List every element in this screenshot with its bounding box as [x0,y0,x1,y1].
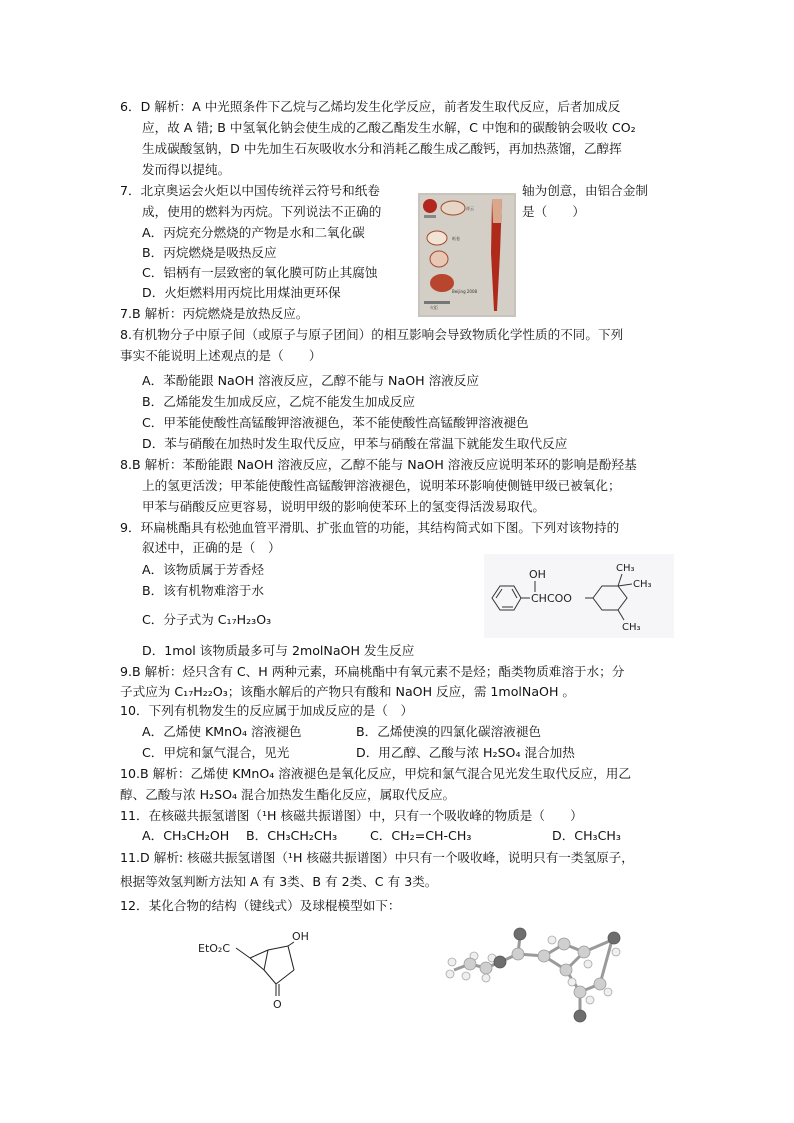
ball-and-stick-model [440,918,640,1028]
q9-option-a: A．该物质属于芳香烃 [142,562,264,577]
structure-ester-label: CHCOO [531,592,572,605]
q12-stem: 12．某化合物的结构（键线式）及球棍模型如下： [120,898,401,913]
q8-option-c: C．甲苯能使酸性高锰酸钾溶液褪色，苯不能使酸性高锰酸钾溶液褪色 [142,415,529,430]
q6-line4: 发而得以提纯。 [142,162,231,177]
structure-oh-label: OH [529,568,546,581]
q9-stem-line2: 叙述中，正确的是（ ） [142,540,281,555]
q6-line3: 生成碳酸氢钠，D 中先加生石灰吸收水分和消耗乙酸生成乙酸钙，再加热蒸馏，乙醇挥 [142,141,622,156]
structure-methyl-1: CH₃ [616,563,635,574]
q10-option-d: D．用乙醇、乙酸与浓 H₂SO₄ 混合加热 [356,745,575,760]
torch-label-0: Beijing 2008 [452,289,478,294]
q11-stem: 11．在核磁共振氢谱图（¹H 核磁共振谱图）中，只有一个吸收峰的物质是（ ） [120,808,583,823]
q9-option-c: C．分子式为 C₁₇H₂₃O₃ [142,612,272,627]
q10-stem: 10．下列有机物发生的反应属于加成反应的是（ ） [120,703,414,718]
q9-option-b: B．该有机物难溶于水 [142,583,264,598]
ketone-o-label: O [273,998,282,1011]
q10-option-c: C．甲烷和氯气混合，见光 [142,745,290,760]
torch-image [418,193,516,317]
bond-line-structure [196,926,326,1016]
torch-label-2: 纸卷 [452,236,460,241]
olympic-emblem-icon [423,199,437,213]
q6-line1: 6．D 解析：A 中光照条件下乙烷与乙烯均发生化学反应，前者发生取代反应，后者加成反 [120,99,621,114]
q7-option-b: B．丙烷燃烧是吸热反应 [142,245,277,260]
q7-answer: 7.B 解析：丙烷燃烧是放热反应。 [120,306,309,321]
q6-line2: 应，故 A 错; B 中氢氧化钠会使生成的乙酸乙酯发生水解，C 中饱和的碳酸钠会吸收 CO₂ [142,120,636,135]
q10-option-b: B．乙烯使溴的四氯化碳溶液褪色 [356,724,541,739]
q10-answer-line2: 醇、乙酸与浓 H₂SO₄ 混合加热发生酯化反应，属取代反应。 [120,787,456,802]
q8-option-b: B．乙烯能发生加成反应，乙烷不能发生加成反应 [142,394,416,409]
q9-answer-line2: 子式应为 C₁₇H₂₂O₃；该酯水解后的产物只有酸和 NaOH 反应，需 1molNaOH 。 [120,684,576,699]
q11-option-a: A．CH₃CH₂OH [142,828,230,843]
q11-answer-line2: 根据等效氢判断方法知 A 有 3类、B 有 2类、C 有 3类。 [120,874,438,889]
ester-group-label: EtO₂C [198,942,231,955]
q7-stem-line2b: 是（ ） [522,204,585,219]
hydroxyl-label: OH [292,930,309,943]
q11-answer-line1: 11.D 解析: 核磁共振氢谱图（¹H 核磁共振谱图）中只有一个吸收峰，说明只有一类氢原子， [120,850,634,865]
q11-option-c: C．CH₂=CH-CH₃ [370,828,472,843]
torch-label-1: 祥云 [466,206,474,211]
q9-option-d: D．1mol 该物质最多可与 2molNaOH 发生反应 [142,643,415,658]
q8-stem-line2: 事实不能说明上述观点的是（ ） [120,348,322,363]
q11-option-b: B．CH₃CH₂CH₃ [246,828,338,843]
q11-option-d: D．CH₃CH₃ [552,828,621,843]
q7-option-a: A．丙烷充分燃烧的产物是水和二氧化碳 [142,225,365,240]
q8-stem-line1: 8.有机物分子中原子间（或原子与原子团间）的相互影响会导致物质化学性质的不同。下列 [120,327,624,342]
q8-option-a: A．苯酚能跟 NaOH 溶液反应，乙醇不能与 NaOH 溶液反应 [142,373,479,388]
q7-stem-line1b: 轴为创意，由铝合金制 [522,183,648,198]
q7-option-c: C．铝柄有一层致密的氧化膜可防止其腐蚀 [142,265,378,280]
q9-stem-line1: 9．环扁桃酯具有松弛血管平滑肌、扩张血管的功能，其结构简式如下图。下列对该物持的 [120,520,620,535]
q8-answer-line1: 8.B 解析：苯酚能跟 NaOH 溶液反应，乙醇不能与 NaOH 溶液反应说明苯环的影响是酚羟基 [120,457,637,472]
q8-answer-line2: 上的氢更活泼；甲苯能使酸性高锰酸钾溶液褪色，说明苯环影响使侧链甲级已被氧化； [142,478,621,493]
q8-answer-line3: 甲苯与硝酸反应更容易，说明甲级的影响使苯环上的氢变得活泼易取代。 [142,499,545,514]
structure-methyl-2: CH₃ [633,579,652,590]
q7-stem-line1a: 7．北京奥运会火炬以中国传统祥云符号和纸卷 [120,183,380,198]
structure-methyl-3: CH₃ [622,622,641,633]
q8-option-d: D．苯与硝酸在加热时发生取代反应，甲苯与硝酸在常温下就能发生取代反应 [142,436,568,451]
q9-answer-line1: 9.B 解析：烃只含有 C、H 两种元素，环扁桃酯中有氧元素不是烃；酯类物质难溶于水；分 [120,664,625,679]
cyclandelate-structure [484,554,674,638]
q7-stem-line2a: 成，使用的燃料为丙烷。下列说法不正确的 [142,204,382,219]
q10-answer-line1: 10.B 解析：乙烯使 KMnO₄ 溶液褪色是氧化反应，甲烷和氯气混合见光发生取代反应，用乙 [120,766,631,781]
torch-label-3: 火炬 [430,305,438,310]
q7-option-d: D．火炬燃料用丙烷比用煤油更环保 [142,285,341,300]
q10-option-a: A．乙烯使 KMnO₄ 溶液褪色 [142,724,302,739]
